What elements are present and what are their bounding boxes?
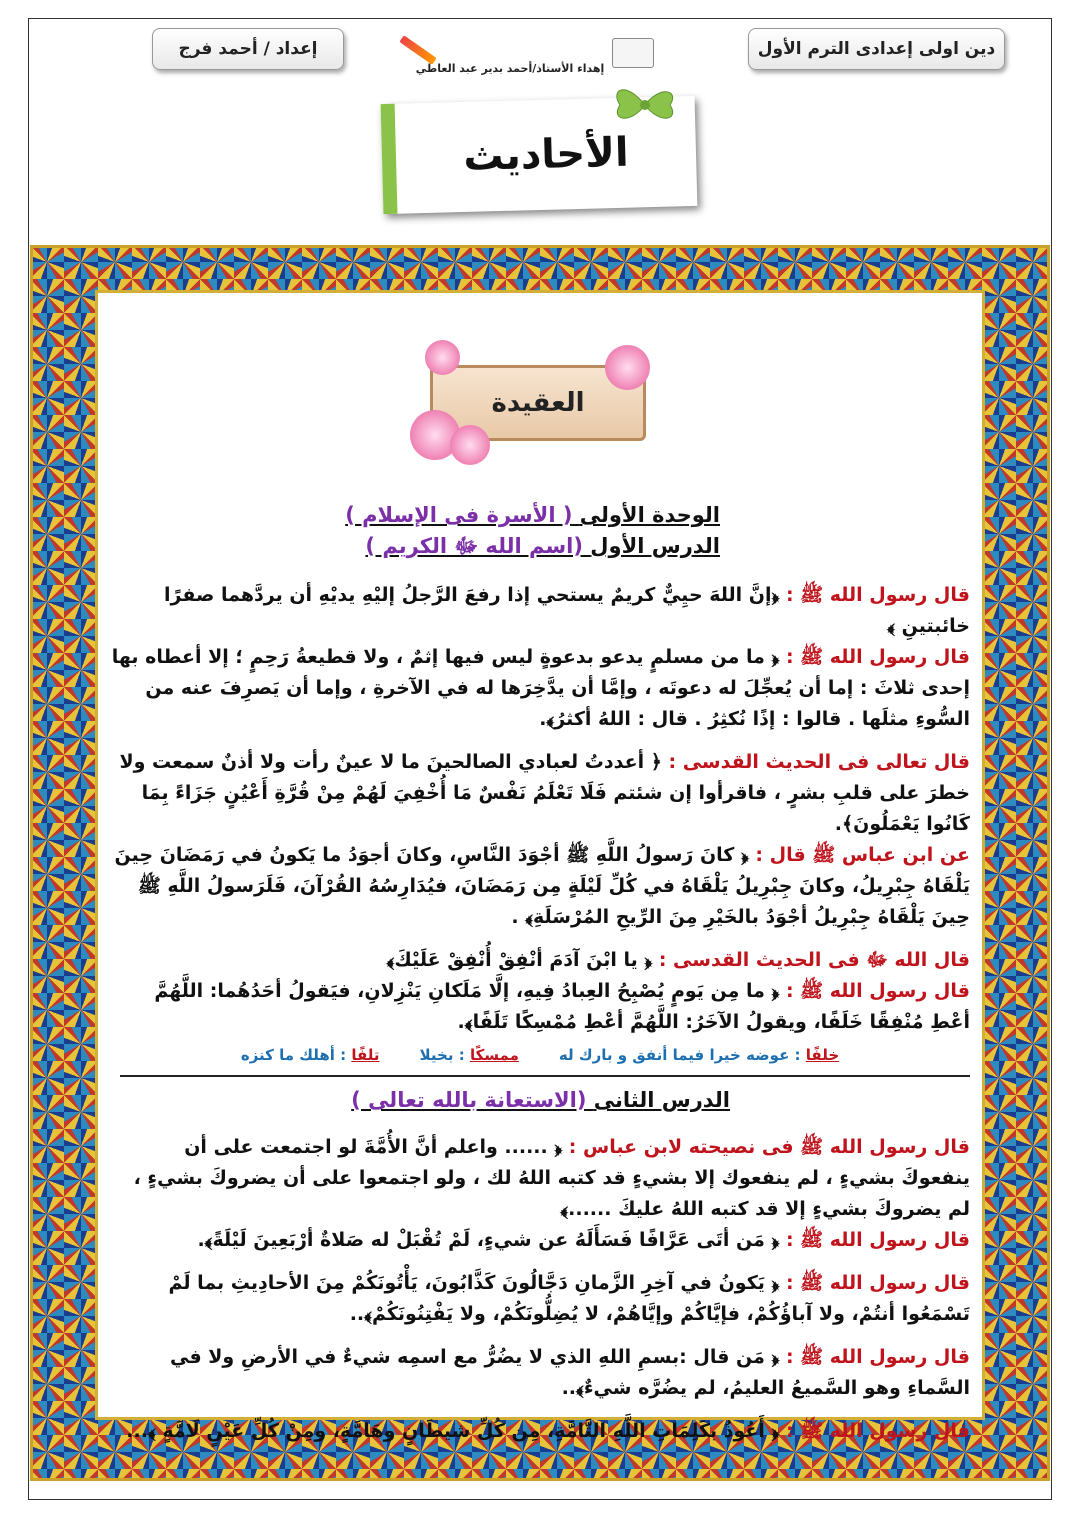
hadith-narrator: قال رسول الله ﷺ :: [785, 1346, 970, 1368]
hadith-narrator: قال رسول الله ﷺ :: [785, 980, 970, 1002]
vocabulary: [110, 1040, 970, 1071]
hadith-text: ﴿ مَن أتَى عَرَّافًا فَسَأَلَهُ عن شيءٍ، لَمْ تُقْبَلْ له صَلاةٌ أرْبَعِينَ لَيْلَةً﴾.: [197, 1229, 780, 1251]
hadith-content: [110, 500, 970, 1447]
section-sign-label: العقيدة: [491, 388, 585, 418]
course-label: دين اولى إعدادى الترم الأول: [757, 39, 996, 59]
divider: [120, 1075, 970, 1077]
hadith-text: ﴿ أعددتُ لعبادي الصالحينَ ما لا عينٌ رأت ولا أذنٌ سمعت ولا خطرَ على قلبِ بشرٍ ، فاقرأوا إن شئتم فَلَا تَعْلَمُ نَفْسٌ مَا أُخْفِيَ لَهُمْ مِنْ قُرَّةِ أَعْيُنٍ جَزَاءً بِمَا كَانُوا يَعْمَلُونَ﴾.: [119, 751, 970, 835]
flower-icon: [605, 345, 650, 390]
unit-label: الوحدة الأولى: [579, 503, 720, 527]
hadith-narrator: قال رسول الله ﷺ :: [785, 1272, 970, 1294]
hadith: [110, 642, 970, 735]
lesson-heading: [110, 1085, 730, 1116]
hadith: [110, 945, 970, 976]
hadith: [110, 1225, 970, 1256]
lesson-label: الدرس الأول: [590, 534, 720, 558]
flower-icon: [425, 340, 460, 375]
hadith: [110, 976, 970, 1038]
hadith-narrator: قال رسول الله ﷺ :: [785, 646, 970, 668]
spacer: [110, 1330, 970, 1342]
page-title: الأحاديث: [462, 129, 630, 180]
hadith: [110, 840, 970, 933]
hadith: [110, 747, 970, 840]
vocab-word: تلفًا: [351, 1046, 380, 1064]
vocab-word: ممسكًا: [469, 1046, 519, 1064]
vocab-item: [420, 1040, 519, 1071]
unit-name: ( الأسرة فى الإسلام ): [345, 503, 573, 527]
hadith-text: ﴿ كانَ رَسولُ اللَّهِ ﷺ أجْوَدَ النَّاسِ، وكانَ أجوَدُ ما يَكونُ في رَمَضَانَ حِينَ يَلْقَاهُ جِبْرِيلُ، وكانَ جِبْرِيلُ يَلْقَاهُ في كُلِّ لَيْلَةٍ مِن رَمَضَانَ، فيُدَارِسُهُ القُرْآنَ، فَلَرَسولُ اللَّهِ ﷺ حِينَ يَلْقَاهُ جِبْرِيلُ أجْوَدُ بالخَيْرِ مِنَ الرِّيحِ المُرْسَلَةِ﴾ .: [114, 844, 970, 928]
hadith-narrator: قال رسول الله ﷺ :: [785, 584, 970, 606]
lesson-name: (الاستعانة بالله تعالى ): [351, 1088, 587, 1112]
hadith: [110, 1132, 970, 1225]
ribbon-bow-icon: [610, 80, 680, 130]
hadith: [110, 580, 970, 642]
hadith-text: ﴿ أَعُوذُ بكَلِمَاتِ اللَّهِ التَّامَّةِ، مِن كُلِّ شيطَانٍ وهَامَّةٍ، ومِنْ كُلِّ عَيْنٍ لَامَّةٍ ﴾...: [126, 1420, 780, 1442]
vocab-item: [241, 1040, 380, 1071]
spacer: [110, 735, 970, 747]
hadith-narrator: قال رسول الله ﷺ :: [785, 1420, 970, 1442]
spacer: [110, 933, 970, 945]
vocab-word: خلفًا: [805, 1046, 840, 1064]
lesson-name: (اسم الله ﷻ الكريم ): [365, 534, 583, 558]
vocab-meaning: : بخيلا: [419, 1046, 465, 1064]
hadith-narrator: قال رسول الله ﷺ فى نصيحته لابن عباس :: [568, 1136, 970, 1158]
credit-text: إهداء الأستاذ/أحمد بدير عبد العاطي: [415, 62, 605, 75]
flower-icon: [450, 425, 490, 465]
hadith-text: ﴿ ...... واعلم أنَّ الأُمَّةَ لو اجتمعت على أن ينفعوكَ بشيءٍ ، لم ينفعوك إلا بشيءٍ قد كتبه اللهُ لك ، ولو اجتمعوا على أن يضروكَ بشيءٍ ، لم يضروكَ بشيءٍ إلا قد كتبه اللهُ عليكَ ......﴾: [133, 1136, 970, 1220]
lesson1-hadiths: [110, 580, 970, 1038]
hadith-narrator: عن ابن عباس ﷺ قال :: [755, 844, 970, 866]
hadith-text: ﴿ مَن قال :بسمِ اللهِ الذي لا يضُرُّ مع اسمِه شيءٌ في الأرضِ ولا في السَّماءِ وهو السَّميعُ العليمُ، لم يضُرَّه شيءٌ﴾..: [169, 1346, 970, 1399]
vocab-meaning: : أهلك ما كنزه: [240, 1046, 347, 1064]
hadith: [110, 1416, 970, 1447]
vocab-meaning: : عوضه خيرا فيما أنفق و بارك له: [558, 1046, 801, 1064]
hadith-narrator: قال رسول الله ﷺ :: [785, 1229, 970, 1251]
hadith-text: ﴿ يَكونُ في آخِرِ الزَّمانِ دَجَّالُونَ كَذَّابُونَ، يَأْتُونَكُمْ مِنَ الأحادِيثِ بما لَمْ تَسْمَعُوا أنتُمْ، ولا آباؤُكُمْ، فإيَّاكُمْ وإيَّاهُمْ، لا يُضِلُّونَكُمْ، ولا يَفْتِنُونَكُمْ﴾..: [168, 1272, 970, 1325]
hadith-text: ﴿ يا ابْنَ آدَمَ أنْفِقْ أُنْفِقْ عَلَيْكَ﴾: [386, 949, 653, 971]
hadith-text: ﴿ ما مِن يَومٍ يُصْبِحُ العِبادُ فِيهِ، إلَّا مَلَكانِ يَنْزِلانِ، فيَقولُ أحَدُهُما: اللَّهُمَّ أعْطِ مُنْفِقًا خَلَفًا، ويقولُ الآخَرُ: اللَّهُمَّ أعْطِ مُمْسِكًا تَلَفًا﴾.: [154, 980, 970, 1033]
hadith: [110, 1268, 970, 1330]
hadith-text: ﴿إنَّ اللهَ حيِيٌّ كريمٌ يستحي إذا رفعَ الرَّجلُ إليْهِ يديْهِ أن يردَّهما صفرًا خائبتينِ ﴾: [163, 584, 970, 637]
author-label: إعداد / أحمد فرج: [178, 39, 318, 59]
hadith-text: ﴿ ما من مسلمٍ يدعو بدعوةٍ ليس فيها إثمٌ ، ولا قطيعةُ رَحِمٍ ؛ إلا أعطاه بها إحدى ثلاثَ : إما أن يُعجِّلَ له دعوتَه ، وإمَّا أن يدَّخِرَها له في الآخرةِ ، وإما أن يَصرِفَ عنه من السُّوءِ مثلَها . قالوا : إذًا نُكثِرُ . قال : اللهُ أكثرُ﴾.: [111, 646, 970, 730]
hadith-narrator: قال تعالى فى الحديث القدسى :: [668, 751, 970, 773]
spacer: [110, 1256, 970, 1268]
hadith: [110, 1342, 970, 1404]
lesson-label: الدرس الثانى: [593, 1088, 730, 1112]
lesson2-hadiths: [110, 1132, 970, 1447]
hadith-narrator: قال الله ﷻ فى الحديث القدسى :: [658, 949, 970, 971]
section-sign: [410, 320, 660, 470]
spacer: [110, 1404, 970, 1416]
vocab-item: [559, 1040, 839, 1071]
author-tag: [152, 28, 344, 70]
lesson-heading: [110, 531, 720, 562]
unit-heading: [110, 500, 720, 531]
course-tag: [748, 28, 1005, 70]
